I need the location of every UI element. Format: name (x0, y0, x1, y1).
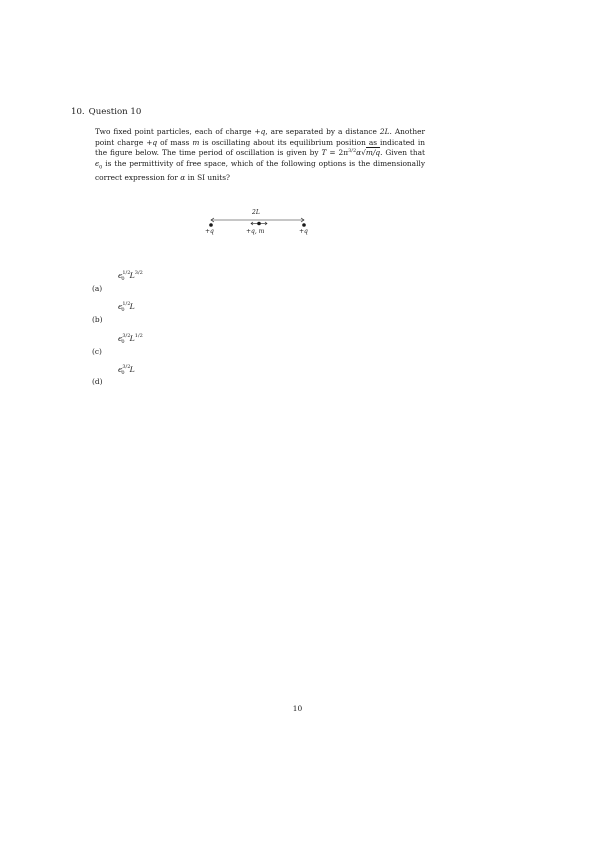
option-c-letter: (c) (92, 347, 102, 356)
right-charge-label: +q (299, 228, 308, 235)
question-number: 10. (71, 107, 85, 117)
option-d-expression: $\epsilon^{3/2}_0$ L (118, 364, 135, 376)
sqrt-term: m/q (365, 148, 381, 158)
middle-charge-label: +q, m (246, 228, 265, 235)
option-d-letter: (d) (92, 377, 103, 386)
right-charge-dot (302, 223, 306, 227)
question-heading (71, 107, 141, 117)
question-text: Two fixed point particles, each of charge +q, are separated by a distance 2L. Another point charge +q of mass m is oscillating about its equilibrium position as indicated in the figure below. The time period of oscillation is given by $T = 2\pi^{3/2}\alpha√m/q$. Given that $\epsilon_0$ is the permittivity of free space, which of the following options is the dimensionally correct expression for α in SI units? (95, 127, 426, 182)
page-number: 10 (292, 704, 303, 713)
option-c-expression: $\epsilon^{3/2}_0$ $L^{1/2}$ (118, 333, 143, 345)
option-a-expression: $\epsilon^{1/2}_0$ $L^{3/2}$ (118, 270, 143, 282)
option-b-letter: (b) (92, 315, 103, 324)
option-a-letter: (a) (92, 284, 103, 293)
option-b-expression: $\epsilon^{1/2}_0$ L (118, 301, 135, 313)
distance-label: 2L (252, 209, 260, 216)
left-charge-label: +q (205, 228, 214, 235)
charge-figure (195, 207, 325, 239)
question-title: Question 10 (88, 107, 142, 117)
left-charge-dot (209, 223, 213, 227)
